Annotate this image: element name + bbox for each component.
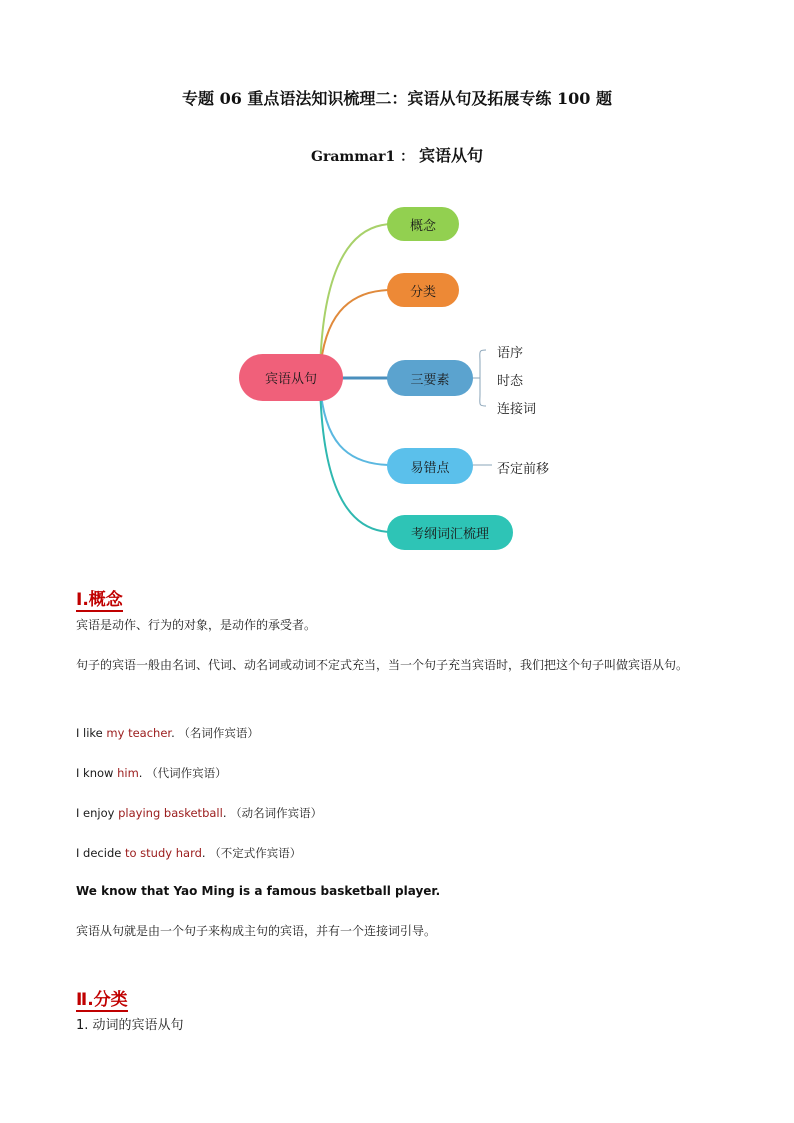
mindmap-leaf-tense: 时态	[497, 374, 524, 389]
mindmap-node-three-elements: 三要素	[387, 360, 473, 396]
example-infinitive-object: I decide to study hard. （不定式作宾语）	[76, 846, 302, 860]
list-item-verb-object-clause: 1. 动词的宾语从句	[76, 1018, 184, 1033]
example-noun-object: I like my teacher. （名词作宾语）	[76, 726, 259, 740]
mindmap-leaf-connectives: 连接词	[497, 402, 537, 417]
example-clause-object: We know that Yao Ming is a famous basketball player.	[76, 884, 441, 898]
mindmap-leaf-negation-transfer: 否定前移	[497, 462, 550, 477]
mindmap-node-vocabulary: 考纲词汇梳理	[387, 515, 513, 550]
mindmap-node-category: 分类	[387, 273, 459, 307]
section-heading-concept	[76, 585, 123, 610]
paragraph-definition: 宾语是动作、行为的对象，是动作的承受者。	[76, 618, 317, 632]
paragraph-clause-definition: 宾语从句就是由一个句子来构成主句的宾语，并有一个连接词引导。	[76, 924, 437, 938]
section-heading-category-text: Ⅱ.分类	[76, 990, 128, 1010]
section-heading-category	[76, 985, 128, 1010]
section-heading-concept-text: Ⅰ.概念	[76, 590, 123, 610]
mindmap-node-common-errors: 易错点	[387, 448, 473, 484]
mindmap-node-concept: 概念	[387, 207, 459, 241]
bracket-three	[472, 350, 486, 406]
example-gerund-object: I enjoy playing basketball. （动名词作宾语）	[76, 806, 323, 820]
subtitle-en: Grammar1 ：	[311, 149, 415, 165]
paragraph-explanation: 句子的宾语一般由名词、代词、动名词或动词不定式充当，当一个句子充当宾语时，我们把这个句子叫做宾语从句。	[76, 658, 689, 672]
subtitle-cn: 宾语从句	[418, 146, 483, 165]
example-pronoun-object: I know him. （代词作宾语）	[76, 766, 227, 780]
mindmap-center-node: 宾语从句	[239, 354, 343, 401]
page-title: 专题 06 重点语法知识梳理二：宾语从句及拓展专练 100 题	[182, 89, 612, 108]
mindmap-leaf-word-order: 语序	[497, 346, 524, 361]
